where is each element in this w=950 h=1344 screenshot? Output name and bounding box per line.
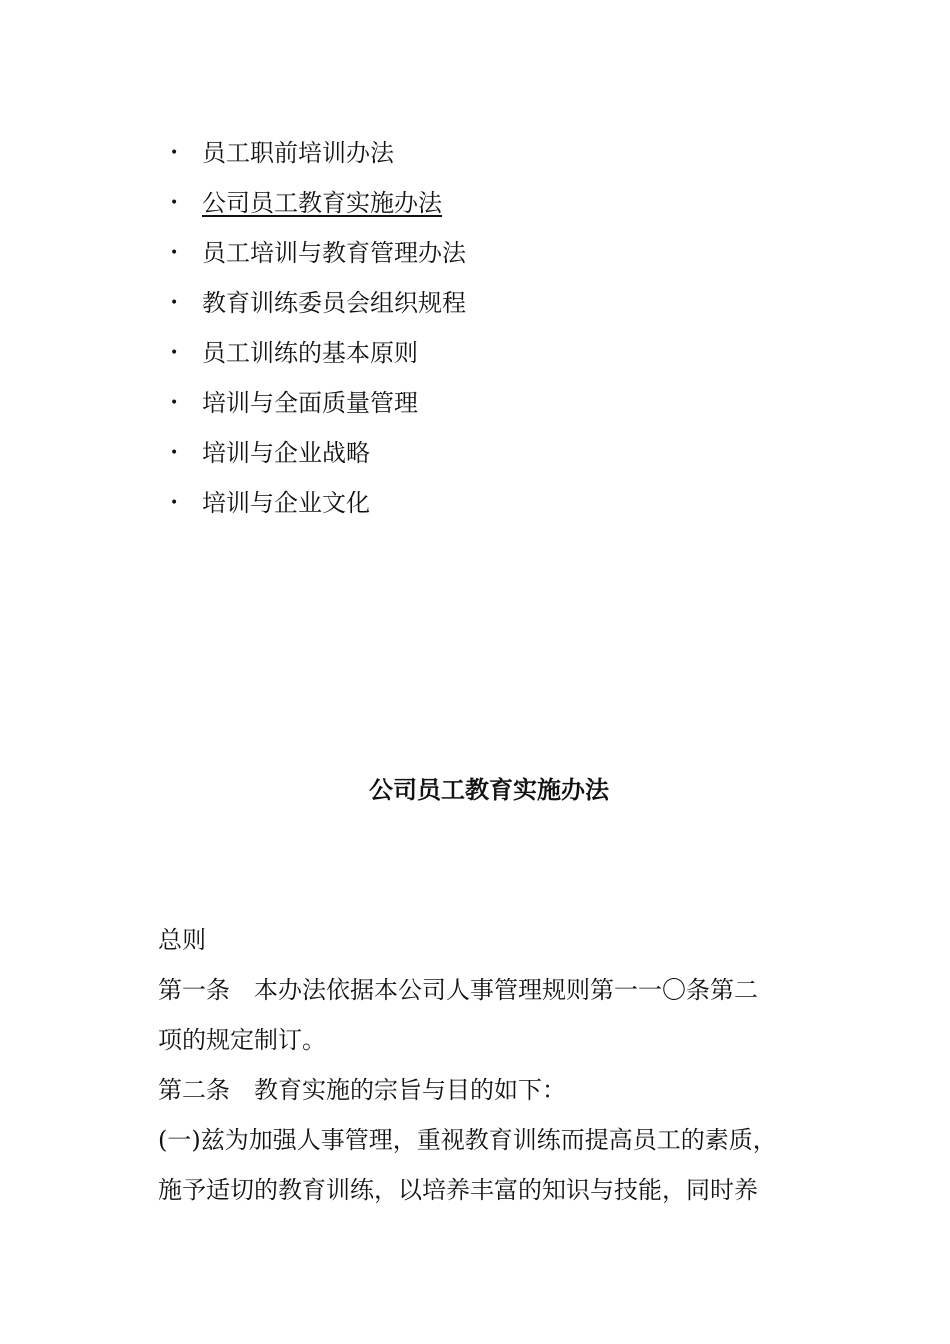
bullet-icon: • — [170, 495, 179, 511]
body-line: 项的规定制订。 — [158, 1026, 326, 1054]
toc-item — [170, 228, 466, 278]
bullet-icon: • — [170, 345, 179, 361]
toc-item[interactable] — [170, 178, 466, 228]
toc-item — [170, 278, 466, 328]
toc-item-label: 教育训练委员会组织规程 — [202, 289, 466, 317]
bullet-icon: • — [170, 395, 179, 411]
toc-item — [170, 128, 466, 178]
bullet-icon: • — [170, 245, 179, 261]
section-heading: 总则 — [158, 926, 206, 954]
body-line: 第二条 教育实施的宗旨与目的如下： — [158, 1076, 566, 1104]
toc-item — [170, 378, 466, 428]
toc-item-label: 培训与全面质量管理 — [202, 389, 418, 417]
table-of-contents — [170, 128, 466, 528]
toc-item — [170, 428, 466, 478]
bullet-icon: • — [170, 195, 179, 211]
toc-item — [170, 478, 466, 528]
toc-item-label: 培训与企业文化 — [202, 489, 370, 517]
toc-item — [170, 328, 466, 378]
toc-item-label: 员工培训与教育管理办法 — [202, 239, 466, 267]
document-title: 公司员工教育实施办法 — [369, 775, 609, 804]
bullet-icon: • — [170, 445, 179, 461]
body-line: (一)兹为加强人事管理，重视教育训练而提高员工的素质， — [158, 1126, 777, 1154]
body-line: 施予适切的教育训练，以培养丰富的知识与技能，同时养 — [158, 1176, 758, 1204]
body-line: 第一条 本办法依据本公司人事管理规则第一一〇条第二 — [158, 976, 758, 1004]
toc-item-label: 员工训练的基本原则 — [202, 339, 418, 367]
document-body — [158, 915, 828, 1215]
toc-item-label: 培训与企业战略 — [202, 439, 370, 467]
bullet-icon: • — [170, 295, 179, 311]
toc-link-employee-education[interactable]: 公司员工教育实施办法 — [202, 189, 442, 217]
toc-item-label: 员工职前培训办法 — [202, 139, 394, 167]
bullet-icon: • — [170, 145, 179, 161]
